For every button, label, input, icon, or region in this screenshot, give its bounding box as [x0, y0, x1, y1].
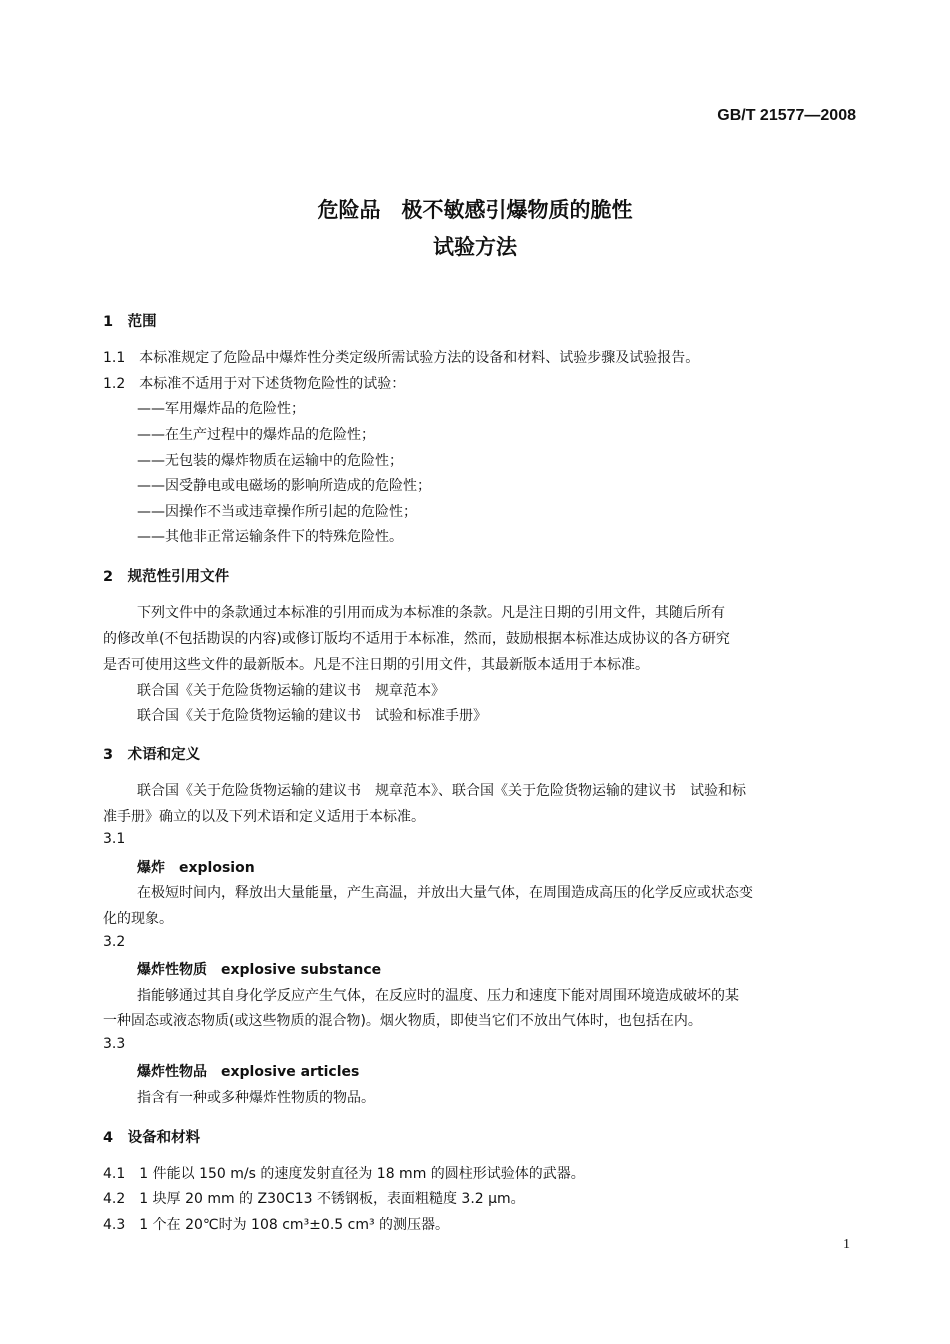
- list-item: ——其他非正常运输条件下的特殊危险性。: [137, 529, 403, 545]
- section-4-heading: 4 设备和材料: [103, 1130, 201, 1146]
- paragraph-line: 的修改单(不包括勘误的内容)或修订版均不适用于本标准，然而，鼓励根据本标准达成协议的各方研究: [103, 631, 730, 647]
- list-item: ——因受静电或电磁场的影响所造成的危险性；: [137, 478, 431, 494]
- clause-4-1: 4.1 1 件能以 150 m/s 的速度发射直径为 18 mm 的圆柱形试验体的武器。: [103, 1166, 585, 1182]
- section-2-heading: 2 规范性引用文件: [103, 569, 230, 585]
- list-item: ——军用爆炸品的危险性；: [137, 401, 305, 417]
- list-item: ——无包装的爆炸物质在运输中的危险性；: [137, 453, 403, 469]
- paragraph-line: 下列文件中的条款通过本标准的引用而成为本标准的条款。凡是注日期的引用文件，其随后所有: [137, 605, 725, 621]
- definition-line: 化的现象。: [103, 911, 173, 927]
- paragraph-line: 准手册》确立的以及下列术语和定义适用于本标准。: [103, 809, 425, 825]
- term-heading: 爆炸性物品 explosive articles: [137, 1064, 360, 1080]
- clause-4-3: 4.3 1 个在 20℃时为 108 cm³±0.5 cm³ 的测压器。: [103, 1217, 450, 1233]
- definition-line: 指能够通过其自身化学反应产生气体，在反应时的温度、压力和速度下能对周围环境造成破坏的某: [137, 988, 739, 1004]
- standard-number: GB/T 21577—2008: [717, 107, 856, 124]
- clause-1-2: 1.2 本标准不适用于对下述货物危险性的试验：: [103, 376, 406, 392]
- definition-line: 指含有一种或多种爆炸性物质的物品。: [137, 1090, 375, 1106]
- clause-number: 3.1: [103, 831, 126, 847]
- reference-item: 联合国《关于危险货物运输的建议书 规章范本》: [137, 683, 445, 699]
- list-item: ——在生产过程中的爆炸品的危险性；: [137, 427, 375, 443]
- definition-line: 一种固态或液态物质(或这些物质的混合物)。烟火物质，即使当它们不放出气体时，也包括在内。: [103, 1013, 702, 1029]
- title-line-2: 试验方法: [433, 235, 517, 259]
- clause-1-1: 1.1 本标准规定了危险品中爆炸性分类定级所需试验方法的设备和材料、试验步骤及试验报告。: [103, 350, 700, 366]
- section-1-heading: 1 范围: [103, 314, 157, 330]
- reference-item: 联合国《关于危险货物运输的建议书 试验和标准手册》: [137, 708, 487, 724]
- definition-line: 在极短时间内，释放出大量能量，产生高温，并放出大量气体，在周围造成高压的化学反应或状态变: [137, 885, 753, 901]
- page-number: 1: [843, 1237, 850, 1252]
- paragraph-line: 是否可使用这些文件的最新版本。凡是不注日期的引用文件，其最新版本适用于本标准。: [103, 657, 649, 673]
- term-heading: 爆炸性物质 explosive substance: [137, 962, 382, 978]
- section-3-heading: 3 术语和定义: [103, 747, 201, 763]
- paragraph-line: 联合国《关于危险货物运输的建议书 规章范本》、联合国《关于危险货物运输的建议书 试验和标: [137, 783, 746, 799]
- clause-4-2: 4.2 1 块厚 20 mm 的 Z30C13 不锈钢板，表面粗糙度 3.2 μm。: [103, 1191, 525, 1207]
- clause-number: 3.3: [103, 1036, 126, 1052]
- term-heading: 爆炸 explosion: [137, 860, 255, 876]
- title-line-1: 危险品 极不敏感引爆物质的脆性: [317, 198, 633, 222]
- clause-number: 3.2: [103, 934, 126, 950]
- list-item: ——因操作不当或违章操作所引起的危险性；: [137, 504, 417, 520]
